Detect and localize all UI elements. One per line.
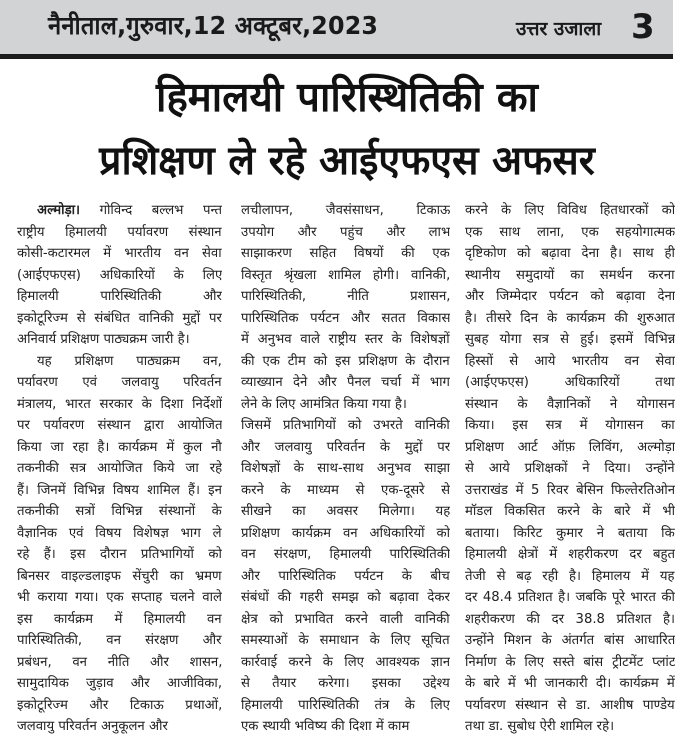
- article-text-line: अनिवार्य प्रशिक्षण पाठ्यक्रम जारी है।: [17, 332, 190, 347]
- article-text-line: इकोटूरिज्म से संबंधित वानिकी मुद्दों पर: [17, 310, 222, 326]
- article-text-line: तथा डा. सुबोध ऐरी शामिल रहे।: [465, 719, 615, 734]
- article-text-line: उत्तराखंड में 5 रिवर बेसिन फिल्तेरतिओन: [465, 482, 675, 498]
- article-text-line: और पारिस्थितिक पर्यटन के बीच: [241, 568, 450, 584]
- headline-line-2: प्रशिक्षण ले रहे आईएफएस अफसर: [99, 138, 595, 184]
- article-text-line: भी कराया गया। एक सप्ताह चलने वाले: [17, 590, 222, 605]
- article-text-line: पर्यावरण एवं जलवायु परिवर्तन: [17, 375, 222, 390]
- article-text-line: इकोटूरिज्म और टिकाऊ प्रथाओं,: [17, 697, 222, 713]
- article-text-line: सामुदायिक जुड़ाव और आजीविका,: [17, 676, 222, 691]
- article-text-line: किया। इस सत्र में योगासन का: [465, 418, 675, 433]
- article-text-line: स्थानीय समुदायों का समर्थन करना: [465, 267, 675, 283]
- article-text-line: की एक टीम को इस प्रशिक्षण के दौरान: [241, 353, 450, 369]
- masthead: [0, 0, 673, 54]
- article-text-line: सुबह योगा सत्र से हुई। इसमें विभिन्न: [465, 332, 675, 347]
- article-text-line: जिसमें प्रतिभागियों को उभरते वानिकी: [241, 418, 450, 433]
- article-text-line: पर्यावरण संस्थान से डा. आशीष पाण्डेय: [465, 697, 675, 713]
- article-text-line: मंत्रालय, भारत सरकार के दिशा निर्देशों: [17, 396, 222, 412]
- article-text-line: सीखने का अवसर मिलेगा। यह: [241, 504, 450, 519]
- article-text-line: हैं। जिनमें विभिन्न विषय शामिल हैं। इन: [17, 482, 222, 498]
- newspaper-name: उत्तर उजाला: [516, 18, 602, 40]
- article-text-line: हिमालयी क्षेत्रों में शहरीकरण दर बहुत: [465, 547, 675, 562]
- article-text-line: शहरीकरण की दर 38.8 प्रतिशत है।: [465, 611, 675, 627]
- article-text-line: तकनीकी सत्र आयोजित किये जा रहे: [17, 461, 222, 476]
- article-text-line: प्रशिक्षण आर्ट ऑफ़ लिविंग, अल्मोड़ा: [465, 439, 675, 455]
- article-text-line: तकनीकी सत्रों विभिन्न संस्थानों के: [17, 504, 222, 519]
- article-text-line: से आये प्रशिक्षकों ने दिया। उन्होंने: [465, 461, 675, 476]
- article-text-line: हिस्सों से आये भारतीय वन सेवा: [465, 353, 675, 369]
- article-text-line: किया जा रहा है। कार्यक्रम में कुल नौ: [17, 439, 222, 455]
- article-text-line: संस्थान के वैज्ञानिकों ने योगासन: [465, 396, 675, 412]
- headline-line-1: हिमालयी पारिस्थितिकी का: [156, 73, 538, 121]
- article-text-line: बिनसर वाइल्डलाइफ सेंचुरी का भ्रमण: [17, 568, 222, 584]
- article-text-line: संबंधों की गहरी समझ को बढ़ावा देकर: [241, 590, 450, 605]
- article-text-line: हिमालयी पारिस्थितिकी तंत्र के लिए: [241, 697, 450, 713]
- article-text-line: हिमालयी पारिस्थितिकी और: [17, 289, 222, 304]
- article-text-line: बताया। किरिट कुमार ने बताया कि: [465, 525, 675, 541]
- article-text-line: (आईएफएस) अधिकारियों तथा: [465, 375, 675, 390]
- article-text-line: पारिस्थितिक पर्यटन और सतत विकास: [241, 310, 450, 326]
- article-text-line: एक साथ लाना, एक सहयोगात्मक: [465, 224, 675, 240]
- article-text-line: पर पर्यावरण संस्थान द्वारा आयोजित: [17, 418, 222, 433]
- article-text-line: उपयोग और पहुंच और लाभ: [241, 224, 450, 240]
- article-text-line: एक स्थायी भविष्य की दिशा में काम: [241, 719, 410, 734]
- article-text-line: में अनुभव वाले राष्ट्रीय स्तर के विशेषज्ञों: [241, 332, 450, 347]
- article-text-line: निर्माण के लिए सस्ते बांस ट्रीटमेंट प्लांट: [465, 654, 675, 670]
- masthead-rule: [0, 54, 673, 59]
- article-text-line: विशेषज्ञों के साथ-साथ अनुभव साझा: [241, 461, 450, 476]
- dateline-place: अल्मोड़ा।: [37, 203, 81, 218]
- article-text-line: दृष्टिकोण को बढ़ावा देना है। साथ ही: [465, 246, 675, 261]
- article-text-line: कोसी-कटारमल में भारतीय वन सेवा: [17, 246, 222, 261]
- article-text-line: विस्तृत श्रृंखला शामिल होगी। वानिकी,: [241, 267, 450, 283]
- masthead-dateline: नैनीताल,गुरुवार,12 अक्टूबर,2023: [48, 11, 379, 40]
- article-text-line: लेने के लिए आमंत्रित किया गया है।: [241, 396, 407, 412]
- article-text-line: तेजी से बढ़ रही है। हिमालय में यह: [465, 568, 675, 584]
- article-column-1: [17, 200, 222, 738]
- article-column-2: [241, 200, 450, 738]
- article-text-line: यह प्रशिक्षण पाठ्यक्रम वन,: [37, 353, 222, 369]
- article-text-line: वन संरक्षण, हिमालयी पारिस्थितिकी: [241, 547, 450, 562]
- article-text-line: रहे हैं। इस दौरान प्रतिभागियों को: [17, 547, 222, 562]
- article-text-line: पारिस्थितिकी, नीति प्रशासन,: [241, 289, 450, 304]
- article-text-line: पारिस्थितिकी, वन संरक्षण और: [17, 633, 222, 648]
- article-text-line: जलवायु परिवर्तन अनुकूलन और: [17, 719, 168, 734]
- article-text-line: के बारे में भी जानकारी दी। कार्यक्रम में: [465, 676, 675, 691]
- article-text-line: करने के माध्यम से एक-दूसरे से: [241, 482, 450, 498]
- article-text-line: और जिम्मेदार पर्यटन को बढ़ावा देना: [465, 289, 675, 304]
- page-number: 3: [631, 7, 655, 47]
- article-text-line: और जलवायु परिवर्तन के मुद्दों पर: [241, 439, 450, 455]
- article-text-line: व्याख्यान देने और पैनल चर्चा में भाग: [241, 375, 450, 390]
- article-text-line: करने के लिए विविध हितधारकों को: [465, 203, 675, 218]
- article-text: गोविन्द बल्लभ पन्त: [80, 203, 222, 218]
- article-text-line: दर 48.4 प्रतिशत है। जबकि पूरे भारत की: [465, 590, 675, 605]
- article-text-line: कार्रवाई करने के लिए आवश्यक ज्ञान: [241, 654, 450, 670]
- article-text-line: है। तीसरे दिन के कार्यक्रम की शुरुआत: [465, 310, 675, 326]
- article-text-line: उन्होंने मिशन के अंतर्गत बांस आधारित: [465, 633, 675, 648]
- article-text-line: (आईएफएस) अधिकारियों के लिए: [17, 267, 222, 283]
- article-text-line: वैज्ञानिक एवं विषय विशेषज्ञ भाग ले: [17, 525, 222, 541]
- article-text-line: इस कार्यक्रम में हिमालयी वन: [17, 611, 222, 627]
- article-text-line: लचीलापन, जैवसंसाधन, टिकाऊ: [241, 203, 450, 218]
- article-text-line: मॉडल विकसित करने के बारे में भी: [465, 504, 675, 519]
- article-text-line: क्षेत्र को प्रभावित करने वाली वानिकी: [241, 611, 450, 627]
- article-column-3: [465, 200, 675, 738]
- article-text-line: [17, 200, 222, 222]
- article-text-line: प्रबंधन, वन नीति और शासन,: [17, 654, 222, 670]
- article-text-line: राष्ट्रीय हिमालयी पर्यावरण संस्थान: [17, 224, 222, 240]
- article-text-line: समस्याओं के समाधान के लिए सूचित: [241, 633, 450, 648]
- article-text-line: साझाकरण सहित विषयों की एक: [241, 246, 450, 261]
- article-text-line: प्रशिक्षण कार्यक्रम वन अधिकारियों को: [241, 525, 450, 541]
- article-text-line: से तैयार करेगा। इसका उद्देश्य: [241, 676, 450, 691]
